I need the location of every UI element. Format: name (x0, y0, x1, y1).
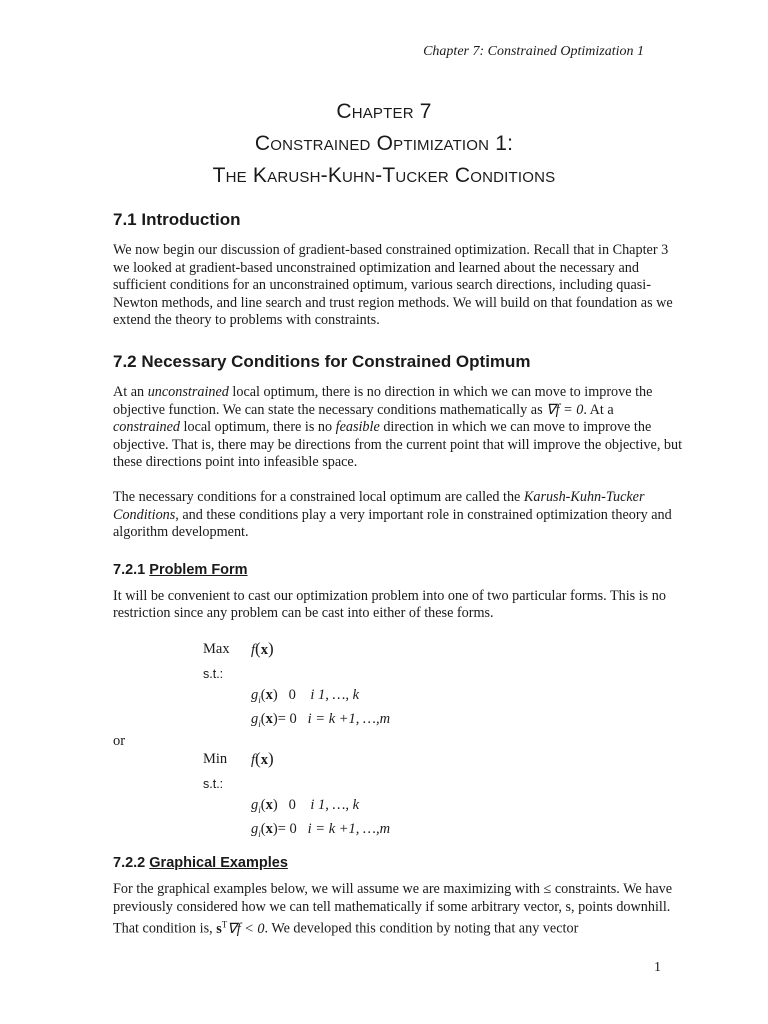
chapter-title-line-2: Constrained Optimization 1: (254, 132, 514, 155)
gradient-zero-formula: ∇f = 0 (546, 401, 584, 418)
section-7-2-1-heading: 7.2.1 Problem Form (113, 561, 248, 578)
page-number: 1 (654, 960, 661, 975)
chapter-title-block (0, 96, 768, 192)
max-objective: f(x) (251, 638, 274, 658)
downhill-condition-formula: $s^T\nabla f < 0$ (216, 919, 265, 937)
term-feasible: feasible (335, 419, 380, 436)
section-7-2-2-heading: 7.2.2 Graphical Examples (113, 854, 288, 871)
section-7-1-heading: 7.1 Introduction (113, 210, 241, 229)
max-inequality-constraint: $g_i(x)$ 0 i 1, …, k (251, 686, 360, 705)
section-7-2-paragraph-1: At an unconstrained local optimum, there is no direction in which we can move to improve the objective function. We can state the necessary conditions mathematically as ∇f = 0. At a constrained local optimum, there is no feasible direction in which we can move to improve the objective. That is, there may be directions from the current point that will improve the objective, but these directions point into infeasible space. (113, 383, 683, 471)
problem-forms (113, 623, 683, 839)
min-inequality-constraint: $g_i(x)$ 0 i 1, …, k (251, 796, 360, 815)
section-7-2-paragraph-2: The necessary conditions for a constrained local optimum are called the Karush-Kuhn-Tucker Conditions, and these conditions play a very important role in constrained optimization theory and algorithm development. (113, 488, 672, 541)
chapter-title-line-1: Chapter 7 (336, 100, 432, 123)
section-7-1-paragraph: We now begin our discussion of gradient-based constrained optimization. Recall that in Chapter 3 we looked at gradient-based unconstrained optimization and learned about the necessary and sufficient conditions for an unconstrained optimum, various search directions, including quasi-Newton methods, and line search and trust region methods. We will build on that foundation as we extend the theory to problems with constraints. (113, 242, 673, 329)
section-7-2-heading: 7.2 Necessary Conditions for Constrained Optimum (113, 351, 531, 371)
max-equality-constraint: $g_i(x)= 0$ i = k +1, …,m (251, 710, 391, 729)
min-equality-constraint: $g_i(x)= 0$ i = k +1, …,m (251, 820, 391, 839)
chapter-title-line-3: The Karush-Kuhn-Tucker Conditions (212, 164, 556, 187)
max-subject-to: s.t.: (203, 666, 224, 681)
max-label: Max (203, 640, 230, 657)
running-head: Chapter 7: Constrained Optimization 1 (423, 44, 644, 59)
min-label: Min (203, 750, 228, 767)
body-content (113, 208, 683, 938)
term-kkt-conditions: Karush-Kuhn-Tucker Conditions (113, 488, 645, 523)
term-constrained: constrained (113, 419, 180, 436)
or-label: or (113, 732, 126, 749)
min-objective: f(x) (251, 748, 274, 768)
section-7-2-1-paragraph: It will be convenient to cast our optimization problem into one of two particular forms. This is no restriction since any problem can be cast into either of these forms. (113, 587, 666, 622)
section-7-2-2-paragraph: For the graphical examples below, we will assume we are maximizing with ≤ constraints. We have previously considered how we can tell mathematically if some arbitrary vector, s, points downhill. That condition is, $s^T\nabla f < 0$. We developed this condition by noting that any vector (113, 880, 673, 937)
term-unconstrained: unconstrained (147, 383, 229, 400)
min-subject-to: s.t.: (203, 776, 224, 791)
